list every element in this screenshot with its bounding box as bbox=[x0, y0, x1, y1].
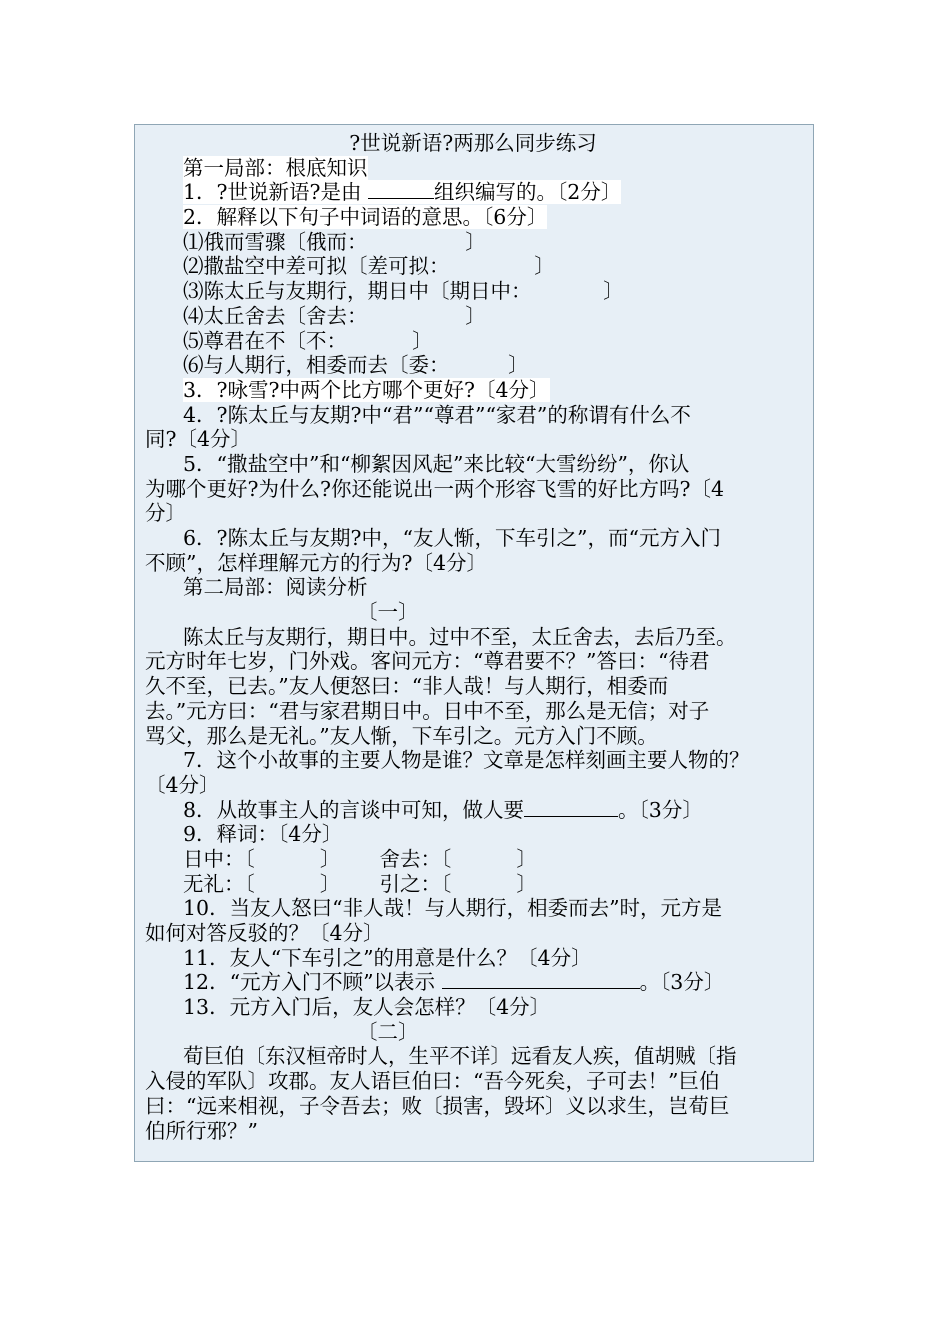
passage-1-line: 去。”元方曰：“君与家君期日中。日中不至，那么是无信；对子 bbox=[145, 698, 710, 723]
question-5-cont: 分〕 bbox=[145, 501, 186, 526]
q2-item: ⑶陈太丘与友期行，期日中〔期日中： 〕 bbox=[183, 279, 624, 304]
question-9: 9．释词：〔4分〕 bbox=[183, 822, 343, 847]
question-4: 4．?陈太丘与友期?中“君”“尊君”“家君”的称谓有什么不 bbox=[183, 402, 691, 427]
document-body bbox=[145, 131, 801, 1143]
part2-heading: 第二局部：阅读分析 bbox=[183, 575, 368, 600]
question-11: 11．友人“下车引之”的用意是什么？〔4分〕 bbox=[183, 945, 592, 970]
q9-row: 日中：〔 〕 舍去：〔 〕 bbox=[183, 846, 537, 871]
answer-blank bbox=[442, 970, 640, 989]
question-5-cont: 为哪个更好?为什么?你还能说出一两个形容飞雪的好比方吗?〔4 bbox=[145, 476, 725, 501]
passage-2-line: 荀巨伯〔东汉桓帝时人，生平不详〕远看友人疾，值胡贼〔指 bbox=[183, 1044, 737, 1069]
question-1: 1．?世说新语?是由 组织编写的。〔2分〕 bbox=[183, 180, 622, 205]
passage-2-line: 伯所行邪？” bbox=[145, 1118, 258, 1143]
answer-blank bbox=[368, 180, 434, 199]
question-10-cont: 如何对答反驳的？〔4分〕 bbox=[145, 921, 384, 945]
passage-2-line: 曰：“远来相视，子令吾去；败〔损害，毁坏〕义以求生，岂荀巨 bbox=[145, 1093, 730, 1118]
q2-item: ⑵撒盐空中差可拟〔差可拟： 〕 bbox=[183, 254, 555, 279]
q9-row: 无礼：〔 〕 引之：〔 〕 bbox=[183, 871, 537, 896]
question-6-cont: 不顾”，怎样理解元方的行为?〔4分〕 bbox=[145, 550, 488, 575]
page-title: ?世说新语?两那么同步练习 bbox=[349, 131, 597, 155]
question-6: 6．?陈太丘与友期?中，“友人惭，下车引之”，而“元方入门 bbox=[183, 526, 721, 550]
question-3: 3．?咏雪?中两个比方哪个更好?〔4分〕 bbox=[183, 377, 550, 402]
document-frame bbox=[134, 124, 814, 1162]
question-2: 2．解释以下句子中词语的意思。〔6分〕 bbox=[183, 205, 548, 230]
answer-blank bbox=[524, 798, 618, 817]
q2-item: ⑷太丘舍去〔舍去： 〕 bbox=[183, 303, 486, 328]
passage-2-line: 入侵的军队〕攻郡。友人语巨伯曰：“吾今死矣，子可去！”巨伯 bbox=[145, 1069, 720, 1094]
question-4-cont: 同?〔4分〕 bbox=[145, 427, 252, 452]
q2-item: ⑴俄而雪骤〔俄而： 〕 bbox=[183, 229, 486, 254]
section-2-label: 〔二〕 bbox=[357, 1019, 419, 1044]
q2-item: ⑸尊君在不〔不： 〕 bbox=[183, 328, 433, 353]
section-1-label: 〔一〕 bbox=[357, 600, 419, 625]
passage-1-line: 陈太丘与友期行，期日中。过中不至，太丘舍去，去后乃至。 bbox=[183, 624, 737, 649]
passage-1-line: 骂父，那么是无礼。”友人惭，下车引之。元方入门不顾。 bbox=[145, 723, 658, 748]
question-10: 10．当友人怒曰“非人哉！与人期行，相委而去”时，元方是 bbox=[183, 896, 723, 921]
question-12: 12．“元方入门不顾”以表示 。〔3分〕 bbox=[183, 970, 725, 995]
part1-heading: 第一局部：根底知识 bbox=[183, 155, 368, 180]
question-7: 7．这个小故事的主要人物是谁？文章是怎样刻画主要人物的？ bbox=[183, 748, 750, 773]
passage-1-line: 久不至，已去。”友人便怒曰：“非人哉！与人期行，相委而 bbox=[145, 674, 669, 699]
q2-item: ⑹与人期行，相委而去〔委： 〕 bbox=[183, 353, 529, 378]
question-5: 5．“撒盐空中”和“柳絮因风起”来比较“大雪纷纷”，你认 bbox=[183, 451, 690, 476]
question-8: 8．从故事主人的言谈中可知，做人要 。〔3分〕 bbox=[183, 797, 703, 822]
question-13: 13．元方入门后，友人会怎样？〔4分〕 bbox=[183, 995, 551, 1020]
question-7-cont: 〔4分〕 bbox=[145, 772, 220, 797]
passage-1-line: 元方时年七岁，门外戏。客问元方：“尊君要不？”答曰：“待君 bbox=[145, 649, 710, 674]
